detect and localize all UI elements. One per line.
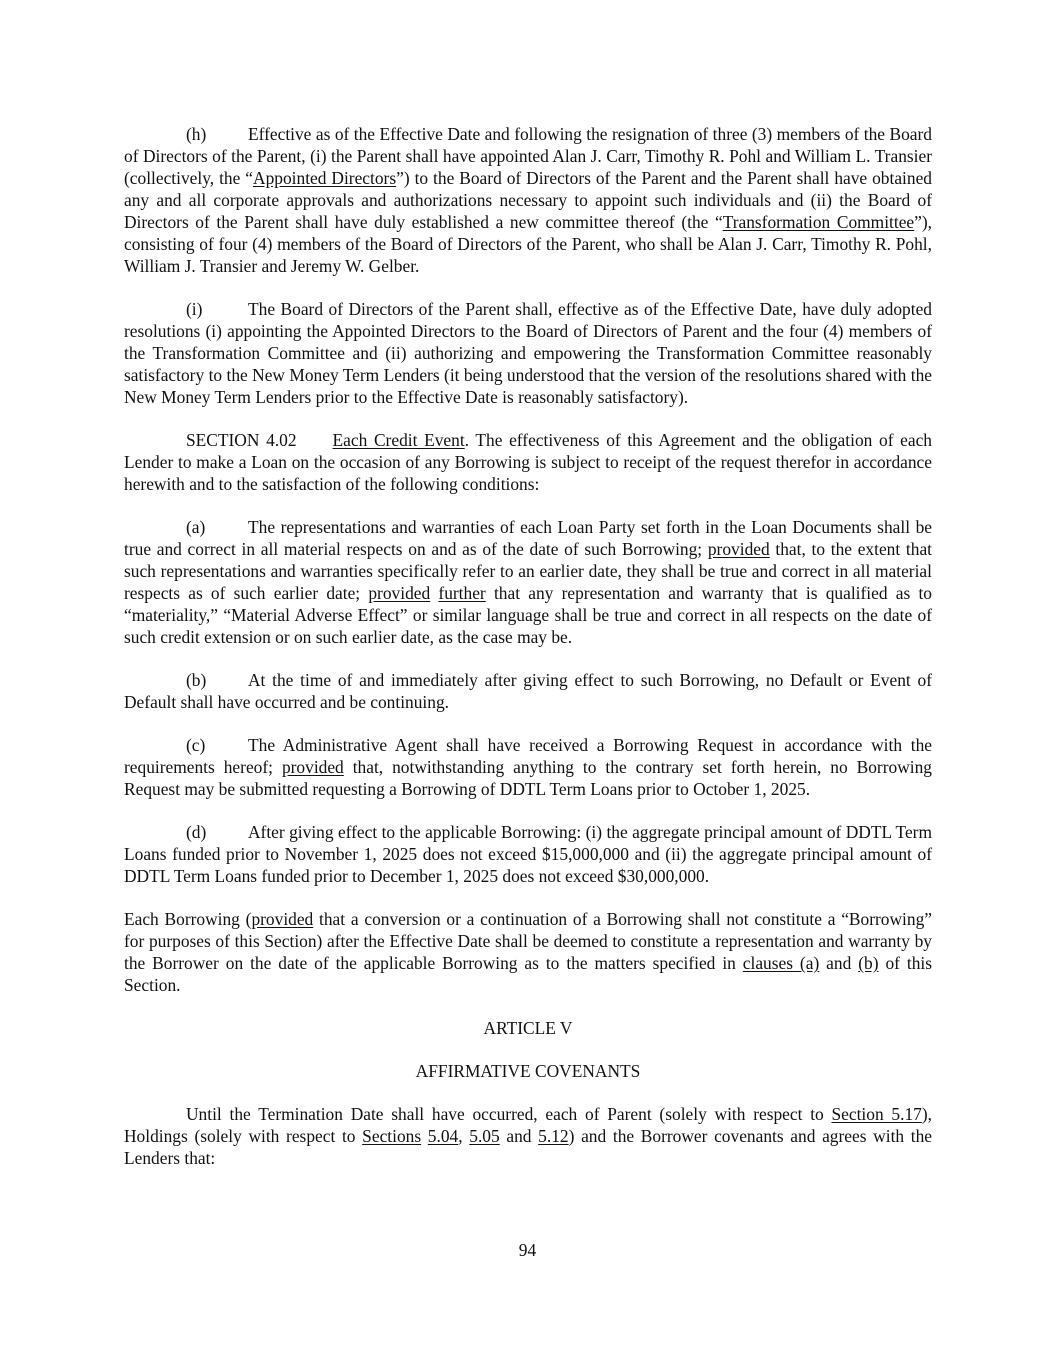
- clause-marker: (b): [186, 670, 207, 690]
- provided-term: provided: [281, 757, 344, 777]
- section-heading: Each Credit Event: [332, 430, 465, 450]
- paragraph-until: Until the Termination Date shall have occurred, each of Parent (solely with respect to Section 5.17), Holdings (solely with respect to Sections 5.04, 5.05 and 5.12) and the Borrower covenants and agrees with the Lenders that:: [124, 1104, 933, 1168]
- provided-term: provided: [251, 909, 314, 929]
- cross-reference: 5.05: [469, 1126, 500, 1146]
- page-number: 94: [518, 1240, 537, 1260]
- paragraph-c: (c) The Administrative Agent shall have received a Borrowing Request in accordance with the requirements hereof; provided that, notwithstanding anything to the contrary set forth herein, no Borrowing Request may be submitted requesting a Borrowing of DDTL Term Loans prior to October 1, 2025.: [124, 735, 932, 799]
- cross-reference: 5.04: [427, 1126, 459, 1146]
- clause-marker: (c): [186, 735, 206, 755]
- clause-marker: (d): [186, 822, 207, 842]
- cross-reference: Section 5.17: [831, 1104, 922, 1124]
- cross-reference: 5.12: [538, 1126, 569, 1146]
- provided-term: provided: [368, 583, 431, 603]
- paragraph-d: (d) After giving effect to the applicable Borrowing: (i) the aggregate principal amount of DDTL Term Loans funded prior to November 1, 2025 does not exceed $15,000,000 and (ii) the aggregate principal amount of DDTL Term Loans funded prior to December 1, 2025 does not exceed $30,000,000.: [124, 822, 932, 886]
- clause-marker: (i): [186, 299, 203, 319]
- article-number: ARTICLE V: [483, 1018, 573, 1038]
- paragraph-h: (h) Effective as of the Effective Date and following the resignation of three (3) members of the Board of Directors of the Parent, (i) the Parent shall have appointed Alan J. Carr, Timothy R. Pohl and William L. Transier (collectively, the “Appointed Directors”) to the Board of Directors of the Parent and the Parent shall have obtained any and all corporate approvals and authorizations necessary to appoint such individuals and (ii) the Board of Directors of the Parent shall have duly established a new committee thereof (the “Transformation Committee”), consisting of four (4) members of the Board of Directors of the Parent, who shall be Alan J. Carr, Timothy R. Pohl, William J. Transier and Jeremy W. Gelber.: [124, 124, 932, 276]
- paragraph-i: (i) The Board of Directors of the Parent shall, effective as of the Effective Date, have duly adopted resolutions (i) appointing the Appointed Directors to the Board of Directors of Parent and the four (4) members of the Transformation Committee and (ii) authorizing and empowering the Transformation Committee reasonably satisfactory to the New Money Term Lenders (it being understood that the version of the resolutions shared with the New Money Term Lenders prior to the Effective Date is reasonably satisfactory).: [124, 299, 932, 407]
- section-4-02: SECTION 4.02 Each Credit Event. The effectiveness of this Agreement and the obligation of each Lender to make a Loan on the occasion of any Borrowing is subject to receipt of the request therefor in accordance herewith and to the satisfaction of the following conditions:: [124, 430, 933, 494]
- cross-reference: (b): [858, 953, 879, 973]
- further-term: further: [438, 583, 486, 603]
- clause-marker: (h): [186, 124, 207, 144]
- defined-term: Appointed Directors: [253, 168, 397, 188]
- document-page: [124, 123, 932, 1190]
- paragraph-each-borrowing: Each Borrowing (provided that a conversion or a continuation of a Borrowing shall not constitute a “Borrowing” for purposes of this Section) after the Effective Date shall be deemed to constitute a representation and warranty by the Borrower on the date of the applicable Borrowing as to the matters specified in clauses (a) and (b) of this Section.: [124, 909, 932, 995]
- cross-reference: Sections: [362, 1126, 422, 1146]
- provided-term: provided: [707, 539, 770, 559]
- paragraph-b: (b) At the time of and immediately after giving effect to such Borrowing, no Default or Event of Default shall have occurred and be continuing.: [124, 670, 932, 712]
- defined-term: Transformation Committee: [722, 212, 915, 232]
- clause-marker: (a): [186, 517, 206, 537]
- cross-reference: clauses (a): [742, 953, 820, 973]
- section-label: SECTION 4.02: [186, 430, 297, 450]
- article-title: AFFIRMATIVE COVENANTS: [415, 1061, 641, 1081]
- paragraph-a: (a) The representations and warranties of each Loan Party set forth in the Loan Documents shall be true and correct in all material respects on and as of the date of such Borrowing; provided that, to the extent that such representations and warranties specifically refer to an earlier date, they shall be true and correct in all material respects as of such earlier date; provided further that any representation and warranty that is qualified as to “materiality,” “Material Adverse Effect” or similar language shall be true and correct in all respects on the date of such credit extension or on such earlier date, as the case may be.: [124, 517, 932, 647]
